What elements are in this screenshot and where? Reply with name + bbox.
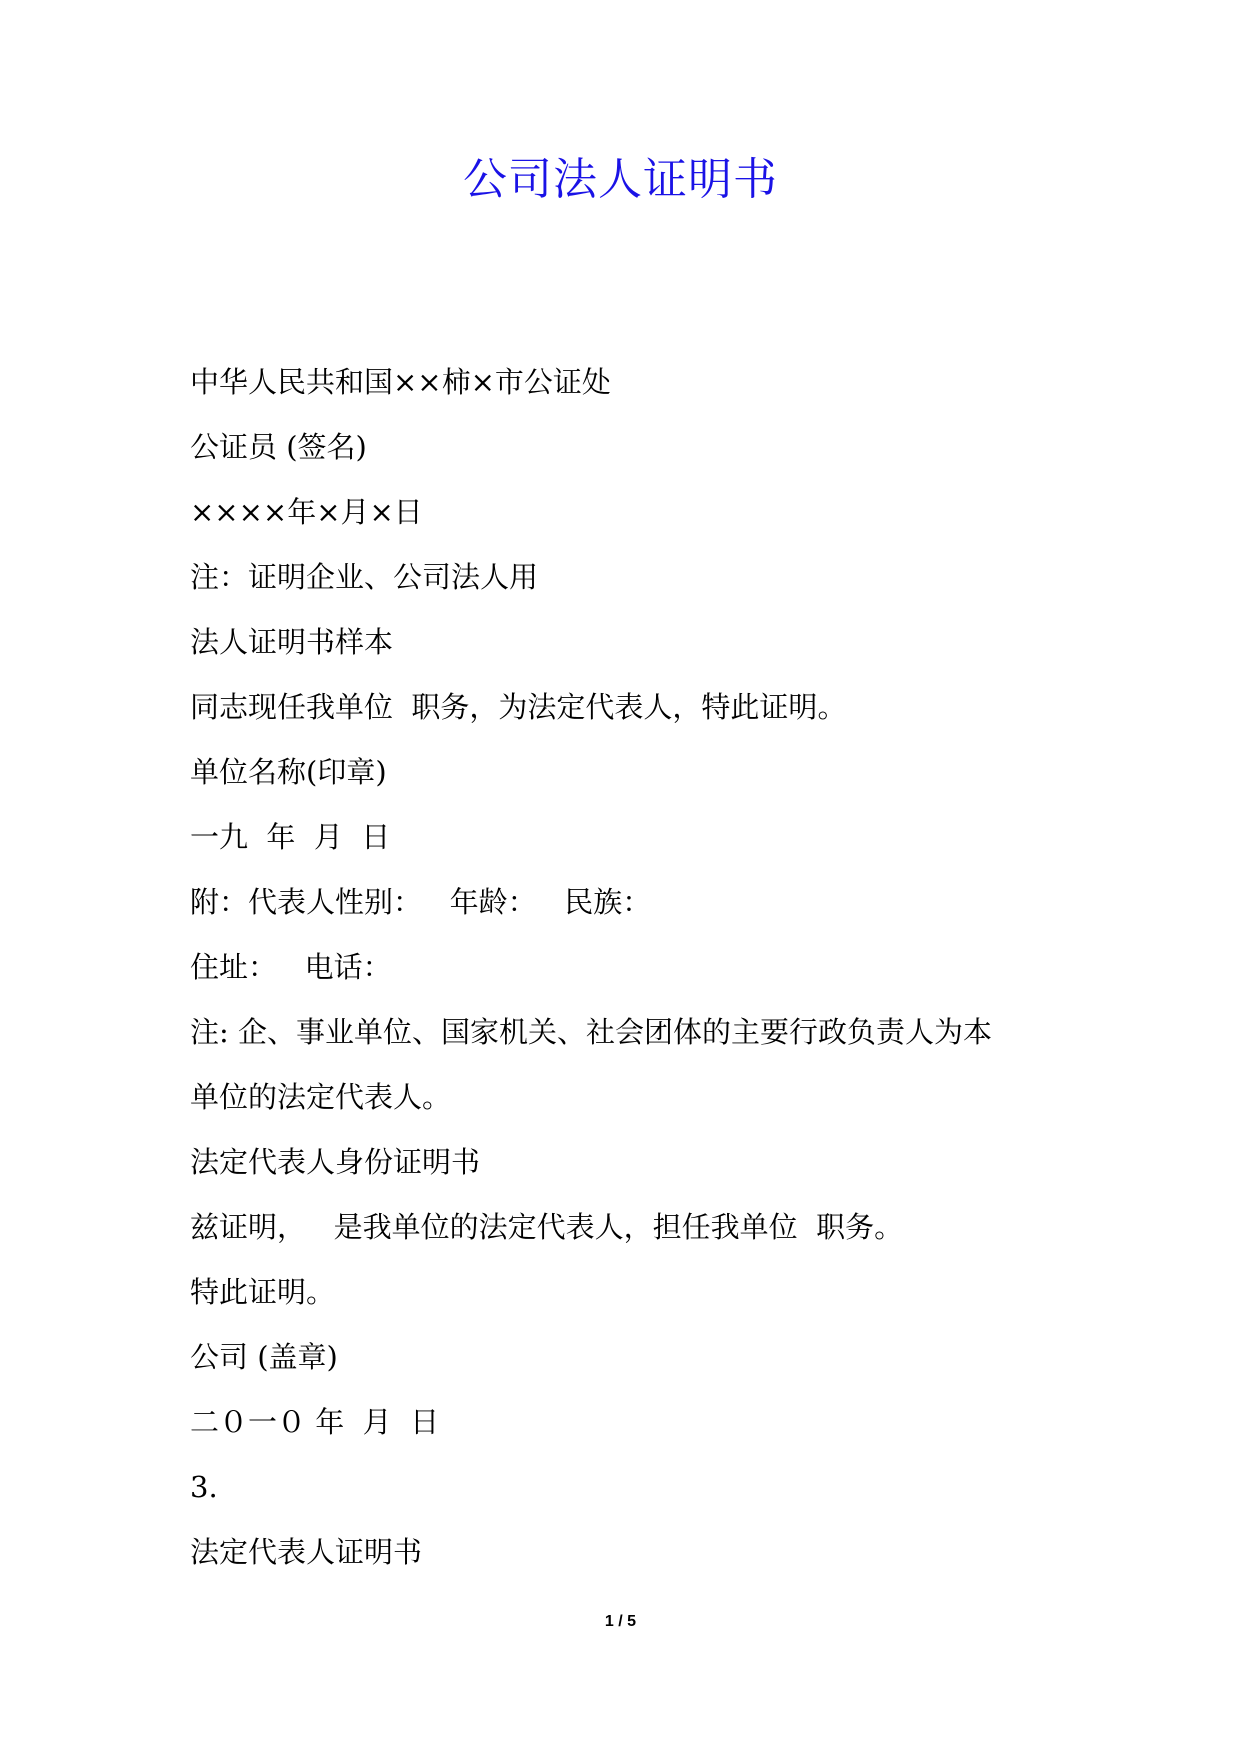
body-line: 公证员 (签名) [190, 430, 367, 464]
body-line: 附：代表人性别： 年龄： 民族： [190, 885, 652, 919]
body-line: 法定代表人证明书 [190, 1535, 423, 1569]
body-line: 3. [190, 1470, 218, 1504]
body-line: 中华人民共和国××柿×市公证处 [190, 365, 611, 399]
body-line: 法人证明书样本 [190, 625, 394, 659]
page-number: 1 / 5 [604, 1613, 637, 1630]
body-line: 兹证明， 是我单位的法定代表人，担任我单位 职务。 [190, 1210, 904, 1244]
document-title: 公司法人证明书 [463, 154, 778, 205]
body-line: 单位名称(印章) [190, 755, 387, 789]
document-body [190, 350, 1070, 1585]
body-line: 住址： 电话： [190, 950, 392, 984]
body-line: 注：证明企业、公司法人用 [190, 560, 539, 594]
body-line: 特此证明。 [190, 1275, 336, 1309]
body-line: 法定代表人身份证明书 [190, 1145, 481, 1179]
body-line: 注: 企、事业单位、国家机关、社会团体的主要行政负责人为本 [190, 1015, 992, 1049]
body-line: 一九 年 月 日 [190, 820, 391, 854]
body-line: 单位的法定代表人。 [190, 1080, 452, 1114]
body-line: 公司 (盖章) [190, 1340, 338, 1374]
body-line: 同志现任我单位 职务，为法定代表人，特此证明。 [190, 690, 847, 724]
body-line: 二０一０ 年 月 日 [190, 1405, 440, 1439]
body-line: ××××年×月×日 [190, 495, 423, 529]
